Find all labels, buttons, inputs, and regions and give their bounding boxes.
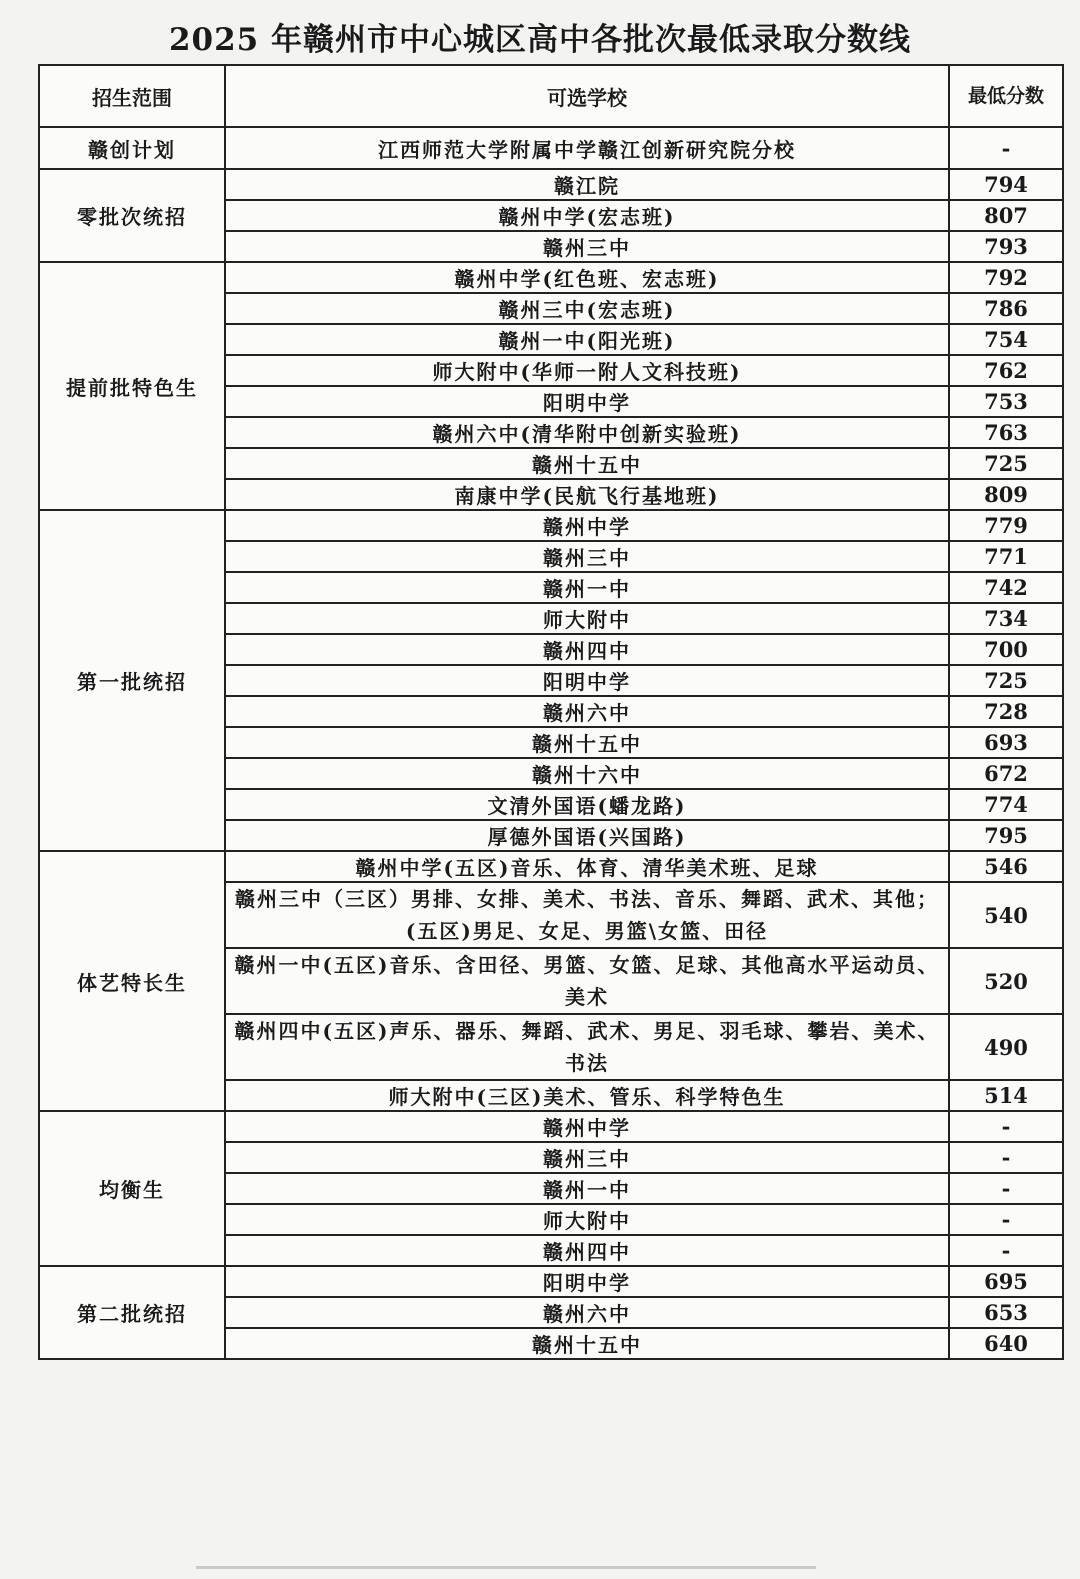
school-cell: 赣州中学(红色班、宏志班) xyxy=(225,262,949,293)
school-cell: 赣州三中（三区）男排、女排、美术、书法、音乐、舞蹈、武术、其他；(五区)男足、女足、男篮\女篮、田径 xyxy=(225,882,949,948)
score-cell: 762 xyxy=(949,355,1063,386)
table-row xyxy=(39,127,1063,169)
score-cell: 807 xyxy=(949,200,1063,231)
score-cell: 672 xyxy=(949,758,1063,789)
score-cell: 540 xyxy=(949,882,1063,948)
school-cell: 师大附中 xyxy=(225,1204,949,1235)
score-cell: 546 xyxy=(949,851,1063,882)
page-title: 2025 年赣州市中心城区高中各批次最低录取分数线 xyxy=(168,22,912,58)
score-cell: 742 xyxy=(949,572,1063,603)
score-cell: - xyxy=(949,1142,1063,1173)
score-cell: 490 xyxy=(949,1014,1063,1080)
score-cell: 520 xyxy=(949,948,1063,1014)
school-cell: 江西师范大学附属中学赣江创新研究院分校 xyxy=(225,127,949,169)
school-cell: 赣州一中 xyxy=(225,572,949,603)
school-cell: 阳明中学 xyxy=(225,1266,949,1297)
school-cell: 赣州三中 xyxy=(225,541,949,572)
score-cell: 754 xyxy=(949,324,1063,355)
score-cell: 695 xyxy=(949,1266,1063,1297)
group-name: 提前批特色生 xyxy=(39,262,225,510)
header-scope: 招生范围 xyxy=(39,65,225,127)
school-cell: 赣州十六中 xyxy=(225,758,949,789)
score-cell: 774 xyxy=(949,789,1063,820)
table-row xyxy=(39,262,1063,293)
table-row xyxy=(39,1266,1063,1297)
school-cell: 赣州一中(阳光班) xyxy=(225,324,949,355)
score-cell: 640 xyxy=(949,1328,1063,1359)
table-row xyxy=(39,1111,1063,1142)
score-cell: 753 xyxy=(949,386,1063,417)
score-cell: 793 xyxy=(949,231,1063,262)
school-cell: 赣州四中 xyxy=(225,1235,949,1266)
school-cell: 赣州六中(清华附中创新实验班) xyxy=(225,417,949,448)
school-cell: 赣州中学 xyxy=(225,1111,949,1142)
group-name: 均衡生 xyxy=(39,1111,225,1266)
school-cell: 阳明中学 xyxy=(225,665,949,696)
school-cell: 师大附中(三区)美术、管乐、科学特色生 xyxy=(225,1080,949,1111)
score-cell: 779 xyxy=(949,510,1063,541)
school-cell: 赣江院 xyxy=(225,169,949,200)
school-cell: 赣州十五中 xyxy=(225,1328,949,1359)
page-bottom-edge xyxy=(196,1566,816,1569)
school-cell: 赣州一中 xyxy=(225,1173,949,1204)
score-cell: 700 xyxy=(949,634,1063,665)
school-cell: 阳明中学 xyxy=(225,386,949,417)
school-cell: 赣州六中 xyxy=(225,1297,949,1328)
group-name: 赣创计划 xyxy=(39,127,225,169)
table-row xyxy=(39,510,1063,541)
school-cell: 赣州中学 xyxy=(225,510,949,541)
header-score: 最低分数 xyxy=(949,65,1063,127)
score-cell: - xyxy=(949,1204,1063,1235)
score-cell: 728 xyxy=(949,696,1063,727)
school-cell: 赣州中学(宏志班) xyxy=(225,200,949,231)
school-cell: 赣州中学(五区)音乐、体育、清华美术班、足球 xyxy=(225,851,949,882)
school-cell: 南康中学(民航飞行基地班) xyxy=(225,479,949,510)
score-cell: - xyxy=(949,1235,1063,1266)
group-name: 零批次统招 xyxy=(39,169,225,262)
score-cell: - xyxy=(949,127,1063,169)
score-cell: - xyxy=(949,1111,1063,1142)
school-cell: 赣州三中 xyxy=(225,1142,949,1173)
score-cell: 734 xyxy=(949,603,1063,634)
school-cell: 赣州三中(宏志班) xyxy=(225,293,949,324)
header-school: 可选学校 xyxy=(225,65,949,127)
school-cell: 厚德外国语(兴国路) xyxy=(225,820,949,851)
table-header-row xyxy=(39,65,1063,127)
score-cell: 794 xyxy=(949,169,1063,200)
school-cell: 赣州三中 xyxy=(225,231,949,262)
table-row xyxy=(39,169,1063,200)
school-cell: 赣州一中(五区)音乐、含田径、男篮、女篮、足球、其他高水平运动员、美术 xyxy=(225,948,949,1014)
score-cell: 771 xyxy=(949,541,1063,572)
score-cell: 795 xyxy=(949,820,1063,851)
school-cell: 赣州六中 xyxy=(225,696,949,727)
score-cell: 725 xyxy=(949,448,1063,479)
score-cell: 725 xyxy=(949,665,1063,696)
school-cell: 赣州十五中 xyxy=(225,727,949,758)
score-cell: 763 xyxy=(949,417,1063,448)
school-cell: 赣州四中 xyxy=(225,634,949,665)
table-row xyxy=(39,851,1063,882)
score-cell: 809 xyxy=(949,479,1063,510)
school-cell: 赣州四中(五区)声乐、器乐、舞蹈、武术、男足、羽毛球、攀岩、美术、书法 xyxy=(225,1014,949,1080)
score-cell: 514 xyxy=(949,1080,1063,1111)
school-cell: 文清外国语(蟠龙路) xyxy=(225,789,949,820)
score-cell: 792 xyxy=(949,262,1063,293)
score-cell: 653 xyxy=(949,1297,1063,1328)
admission-score-table xyxy=(38,64,1064,1360)
school-cell: 赣州十五中 xyxy=(225,448,949,479)
group-name: 第一批统招 xyxy=(39,510,225,851)
score-cell: 693 xyxy=(949,727,1063,758)
score-cell: 786 xyxy=(949,293,1063,324)
group-name: 体艺特长生 xyxy=(39,851,225,1111)
school-cell: 师大附中 xyxy=(225,603,949,634)
school-cell: 师大附中(华师一附人文科技班) xyxy=(225,355,949,386)
group-name: 第二批统招 xyxy=(39,1266,225,1359)
score-cell: - xyxy=(949,1173,1063,1204)
